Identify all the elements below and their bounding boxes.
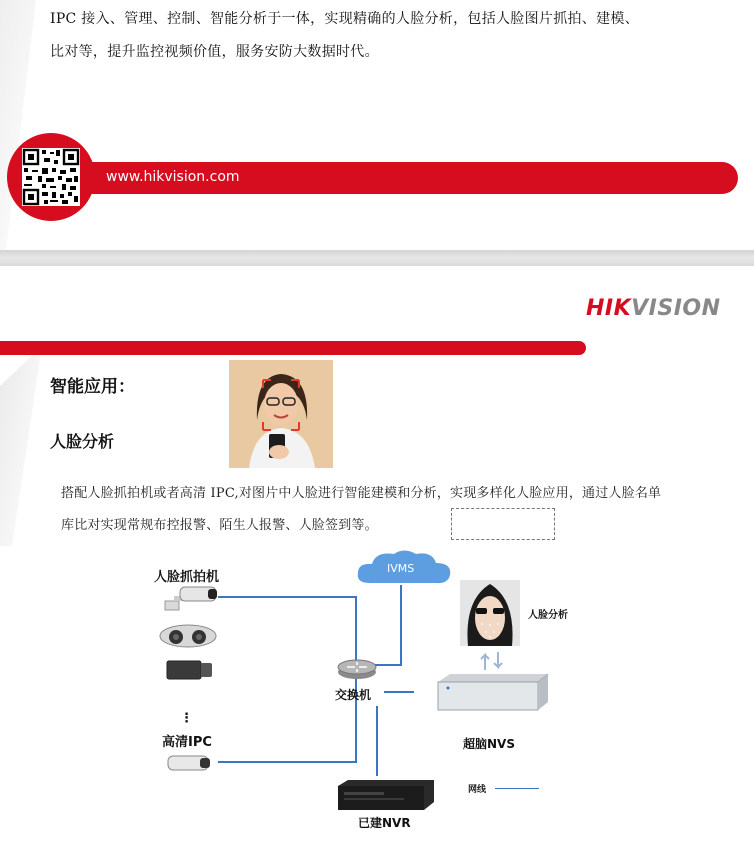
nvs-link-line: [384, 691, 414, 693]
body-text-line-2: 库比对实现常规布控报警、陌生人报警、人脸签到等。: [61, 518, 378, 533]
legend-cable-label: 网线: [468, 785, 487, 795]
body-text-line-1: 搭配人脸抓拍机或者高清 IPC,对图片中人脸进行智能建模和分析，实现多样化人脸应用，通过人脸名单: [61, 486, 662, 501]
person-with-phone-image: [229, 360, 333, 468]
cloud-link-line: [400, 585, 402, 665]
nvr-label: 已建NVR: [358, 816, 411, 830]
bullet-camera-icon: [164, 583, 220, 613]
intro-text-line-1: IPC 接入、管理、控制、智能分析于一体，实现精确的人脸分析，包括人脸图片抓拍、建模、: [50, 11, 640, 27]
qr-code-icon: [22, 148, 80, 206]
section-heading: 智能应用：: [50, 377, 135, 397]
legend-cable-line: [495, 788, 539, 789]
dual-lens-camera-icon: [158, 620, 218, 650]
box-camera-icon: [166, 657, 214, 683]
page-separator: [0, 250, 754, 266]
nvs-device-icon: [434, 672, 552, 712]
face-analysis-label: 人脸分析: [528, 610, 568, 621]
nvr-link-line: [376, 706, 378, 776]
network-switch-icon: [336, 656, 378, 680]
camera-link-line: [218, 596, 356, 598]
website-link[interactable]: www.hikvision.com: [106, 169, 240, 185]
hd-ipc-label: 高清IPC: [162, 735, 212, 750]
subsection-heading: 人脸分析: [50, 432, 115, 451]
page-one-footer: [0, 0, 754, 250]
hikvision-logo: HIKVISION: [586, 296, 721, 321]
legend-box: [451, 508, 555, 540]
hd-ipc-camera-icon: [166, 750, 214, 776]
face-camera-label: 人脸抓拍机: [154, 570, 220, 585]
sync-arrows-icon: [478, 650, 506, 672]
face-analysis-image: [460, 580, 520, 646]
switch-label: 交换机: [335, 688, 372, 702]
header-red-bar: [0, 341, 586, 355]
ipc-link-line: [218, 761, 357, 763]
intro-text-line-2: 比对等，提升监控视频价值，服务安防大数据时代。: [50, 44, 379, 60]
ellipsis-marker: ⋮: [180, 711, 193, 726]
nvs-label: 超脑NVS: [463, 737, 515, 751]
nvr-device-icon: [336, 778, 436, 812]
ivms-cloud-label: IVMS: [387, 562, 415, 575]
